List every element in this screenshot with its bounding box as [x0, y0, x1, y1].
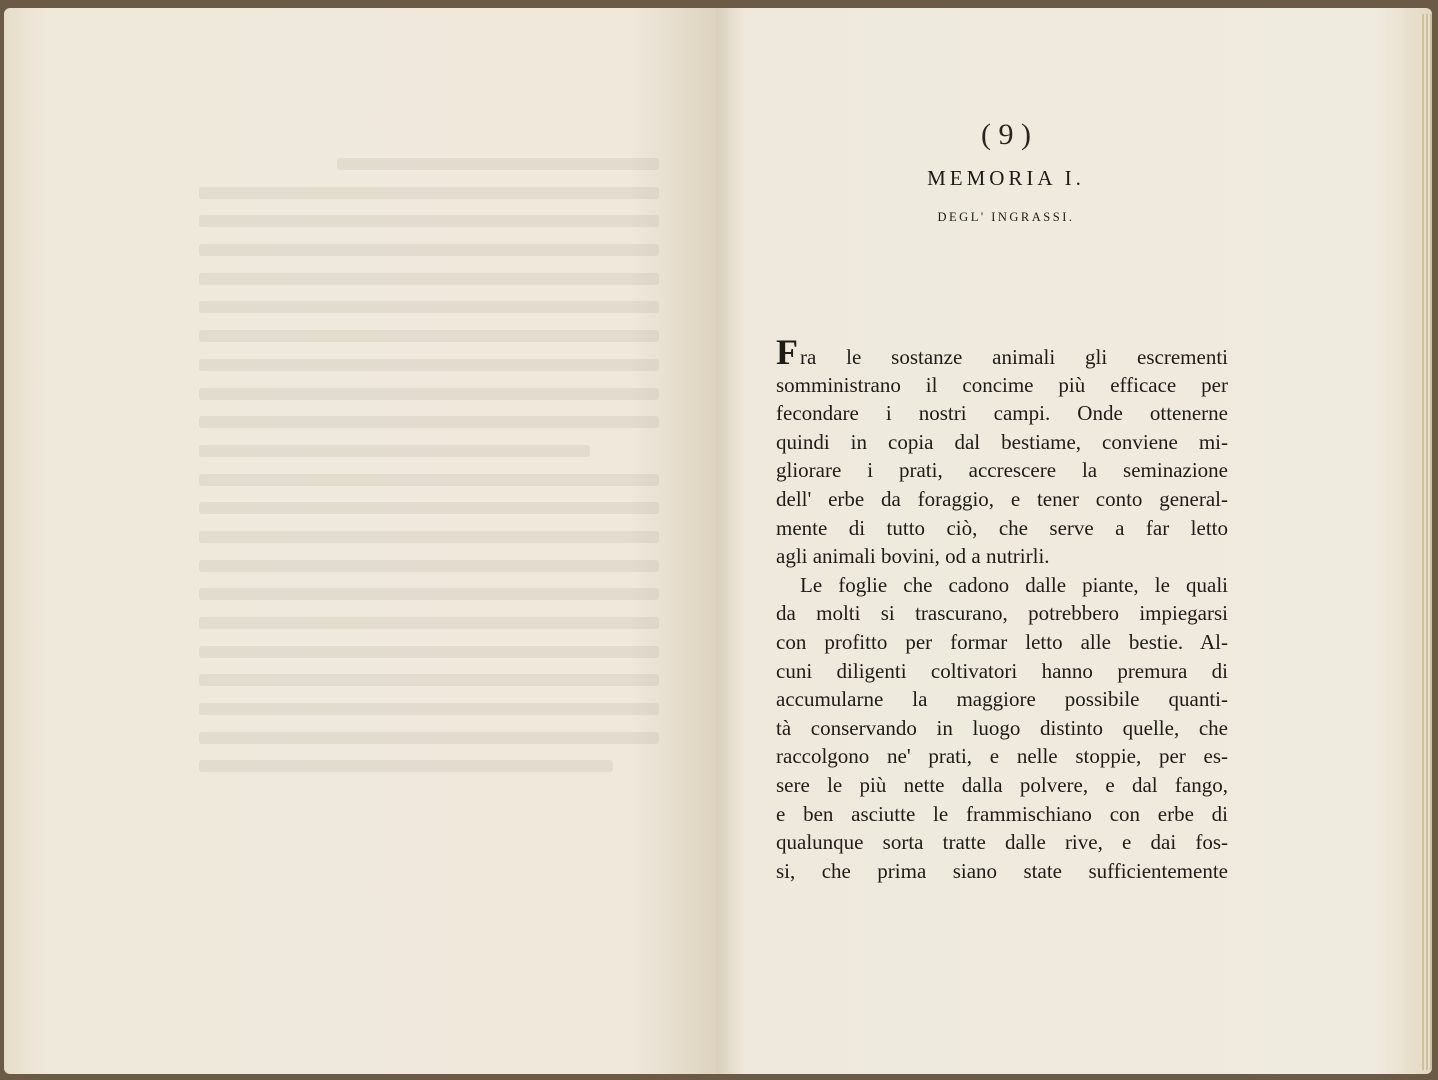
- text-line: gliorare i prati, accrescere la seminazione: [776, 458, 1228, 483]
- text-line: dell' erbe da foraggio, e tener conto general-: [776, 486, 1228, 511]
- drop-cap: F: [776, 332, 798, 372]
- left-page: [4, 8, 716, 1074]
- text-line: mente di tutto ciò, che serve a far letto: [776, 515, 1228, 540]
- text-line: Le foglie che cadono dalle piante, le quali: [800, 572, 1228, 597]
- text-line: sere le più nette dalla polvere, e dal fango,: [776, 772, 1228, 797]
- page-edges: [1422, 14, 1432, 1070]
- text-line-content: ra le sostanze animali gli escrementi: [800, 345, 1228, 369]
- text-line: e ben asciutte le frammischiano con erbe di: [776, 801, 1228, 826]
- text-line: da molti si trascurano, potrebbero impiegarsi: [776, 601, 1228, 626]
- text-line: agli animali bovini, od a nutrirli.: [776, 544, 1050, 569]
- text-line: accumularne la maggiore possibile quanti-: [776, 687, 1228, 712]
- text-line: si, che prima siano state sufficientemente: [776, 858, 1228, 883]
- text-line: qualunque sorta tratte dalle rive, e dai fos-: [776, 830, 1228, 855]
- body-text: [776, 332, 1228, 885]
- text-line: raccolgono ne' prati, e nelle stoppie, per es-: [776, 744, 1228, 769]
- text-line: quindi in copia dal bestiame, conviene mi-: [776, 429, 1228, 454]
- text-line: cuni diligenti coltivatori hanno premura di: [776, 658, 1228, 683]
- chapter-subtitle: DEGL' INGRASSI.: [937, 210, 1075, 224]
- text-line: somministrano il concime più efficace per: [776, 372, 1228, 397]
- right-page: [716, 8, 1432, 1074]
- page-number: ( 9 ): [981, 118, 1031, 151]
- bleed-through-text: [199, 158, 659, 789]
- chapter-title: MEMORIA I.: [927, 166, 1085, 190]
- text-line: con profitto per formar letto alle bestie. Al-: [776, 629, 1228, 654]
- text-line: [776, 332, 1228, 372]
- text-line: fecondare i nostri campi. Onde ottenerne: [776, 401, 1228, 426]
- text-line: tà conservando in luogo distinto quelle, che: [776, 715, 1228, 740]
